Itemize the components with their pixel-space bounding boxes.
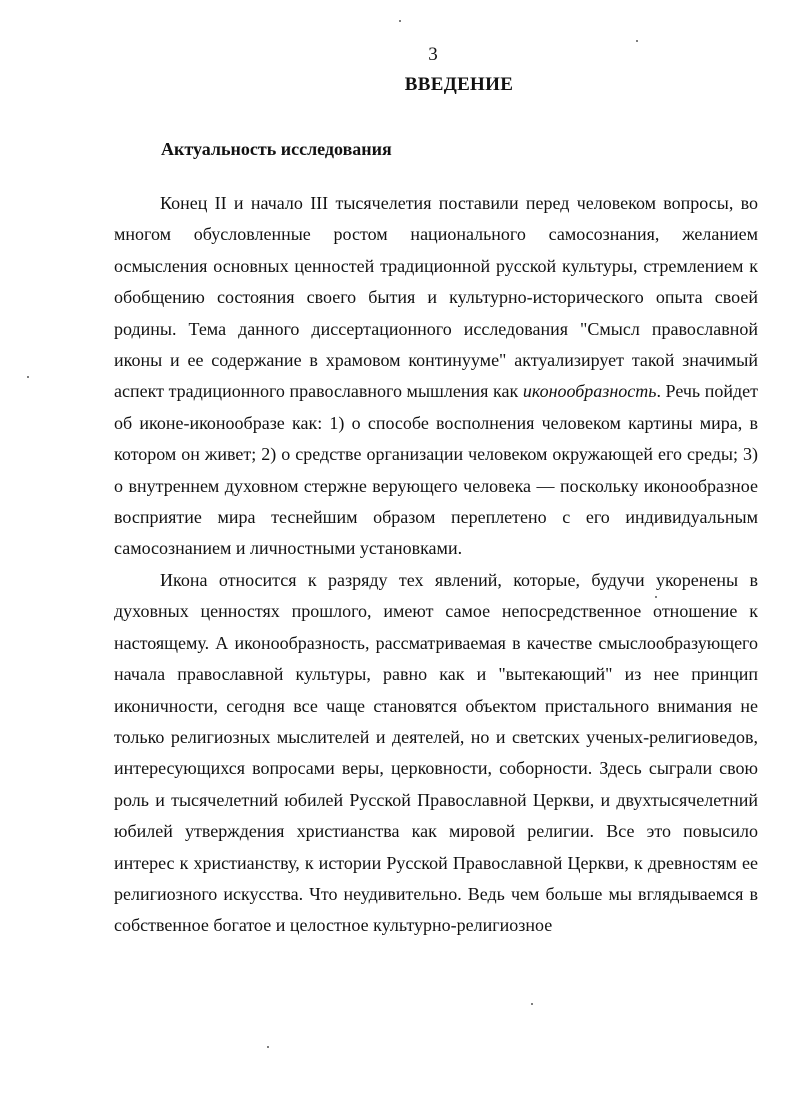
paragraph-1-text-start: Конец II и начало III тысячелетия поставили перед человеком вопросы, во многом обусловленные ростом национального самосознания, желанием осмысления основных ценностей традиционной русской культуры, стремлением к обобщению состояния своего бытия и культурно-исторического опыта своей родины. Тема данного диссертационного исследования "Смысл православной иконы и ее содержание в храмовом континууме" актуализирует такой значимый аспект традиционного православного мышления как: [114, 193, 758, 402]
paragraph-1: [114, 188, 758, 565]
scan-speck: [399, 20, 401, 22]
page-title: ВВЕДЕНИЕ: [404, 74, 514, 95]
page-number: 3: [428, 44, 438, 65]
emphasized-term: иконообразность: [522, 381, 657, 402]
paragraph-2: Икона относится к разряду тех явлений, которые, будучи укоренены в духовных ценностях прошлого, имеют самое непосредственное отношение к настоящему. А иконообразность, рассматриваемая в качестве смыслообразующего начала православной культуры, равно как и "вытекающий" из нее принцип иконичности, сегодня все чаще становятся объектом пристального внимания не только религиозных мыслителей и деятелей, но и светских ученых-религиоведов, интересующихся вопросами веры, церковности, соборности. Здесь сыграли свою роль и тысячелетний юбилей Русской Православной Церкви, и двухтысячелетний юбилей утверждения христианства как мировой религии. Все это повысило интерес к христианству, к истории Русской Православной Церкви, к древностям ее религиозного искусства. Что неудивительно. Ведь чем больше мы вглядываемся в собственное богатое и целостное культурно-религиозное: [114, 569, 758, 936]
scan-speck: [636, 40, 638, 42]
scan-speck: [267, 1046, 269, 1048]
section-heading: Актуальность исследования: [161, 139, 392, 159]
document-body: [114, 188, 758, 942]
scan-speck: [655, 596, 657, 598]
paragraph-1-text-end: . Речь пойдет об иконе-иконообразе как: 1) о способе восполнения человеком картины мира, в котором он живет; 2) о средстве организации человеком окружающей его среды; 3) о внутреннем духовном стержне верующего человека — поскольку иконообразное восприятие мира теснейшим образом переплетено с его индивидуальным самосознанием и личностными установками.: [114, 381, 758, 559]
scan-speck: [27, 376, 29, 378]
scan-speck: [531, 1003, 533, 1005]
